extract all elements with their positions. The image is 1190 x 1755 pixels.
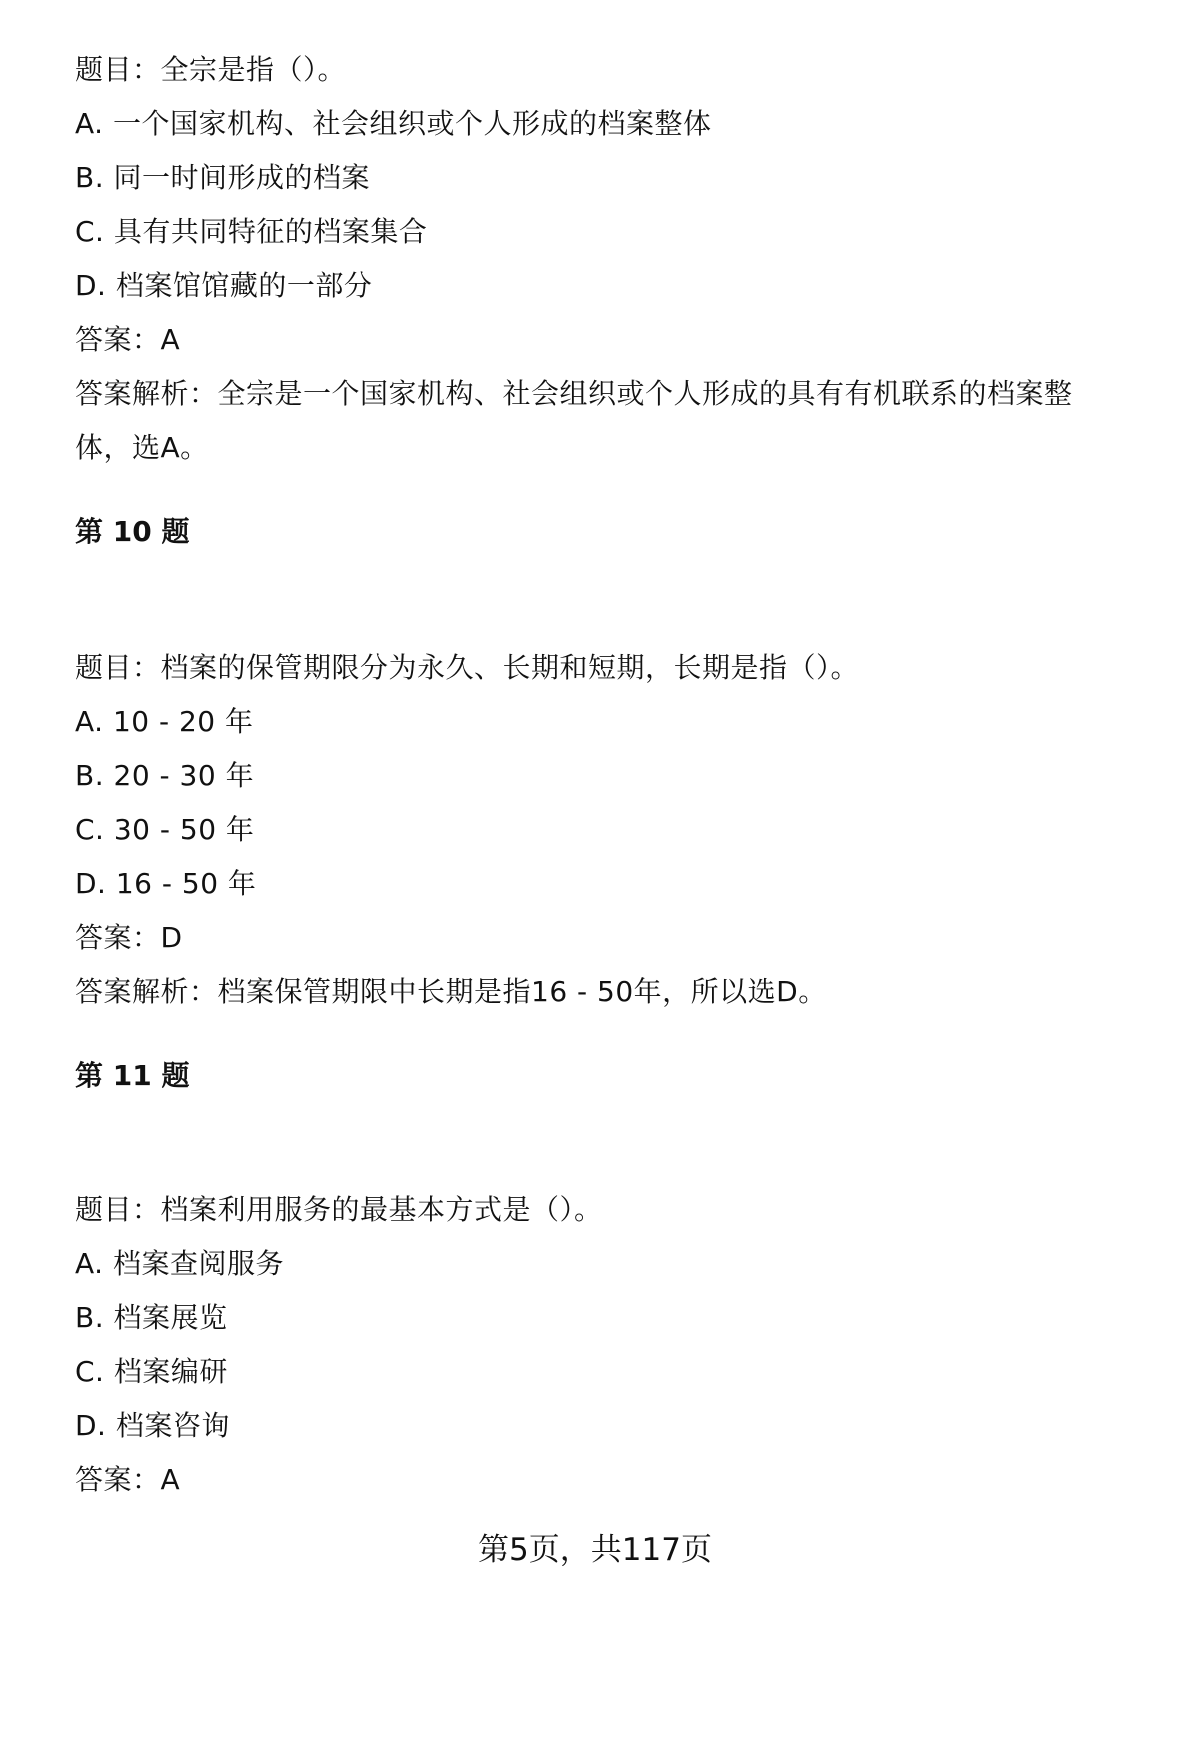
q10-question: 题目：档案的保管期限分为永久、长期和短期，长期是指（）。 <box>75 651 860 684</box>
q9-explanation-line1: 答案解析：全宗是一个国家机构、社会组织或个人形成的具有有机联系的档案整 <box>75 377 1073 410</box>
q9-option-d: D. 档案馆馆藏的一部分 <box>75 269 373 302</box>
q11-heading: 第 11 题 <box>75 1059 190 1092</box>
q9-option-b: B. 同一时间形成的档案 <box>75 161 371 194</box>
q10-explanation: 答案解析：档案保管期限中长期是指16 - 50年，所以选D。 <box>75 975 827 1008</box>
q10-option-d: D. 16 - 50 年 <box>75 867 257 900</box>
q10-option-c: C. 30 - 50 年 <box>75 813 255 846</box>
q10-answer: 答案：D <box>75 921 183 954</box>
q9-option-c: C. 具有共同特征的档案集合 <box>75 215 428 248</box>
q11-option-d: D. 档案咨询 <box>75 1409 230 1442</box>
q9-answer: 答案：A <box>75 323 181 356</box>
q9-option-a: A. 一个国家机构、社会组织或个人形成的档案整体 <box>75 107 712 140</box>
q11-option-b: B. 档案展览 <box>75 1301 228 1334</box>
q11-option-c: C. 档案编研 <box>75 1355 228 1388</box>
q11-answer: 答案：A <box>75 1463 181 1496</box>
q11-option-a: A. 档案查阅服务 <box>75 1247 284 1280</box>
q10-heading: 第 10 题 <box>75 515 190 548</box>
page-number: 第5页，共117页 <box>478 1532 712 1568</box>
q10-option-b: B. 20 - 30 年 <box>75 759 255 792</box>
q10-option-a: A. 10 - 20 年 <box>75 705 254 738</box>
q11-question: 题目：档案利用服务的最基本方式是（）。 <box>75 1193 603 1226</box>
q9-explanation-line2: 体，选A。 <box>75 431 209 464</box>
q9-question: 题目：全宗是指（）。 <box>75 53 347 86</box>
